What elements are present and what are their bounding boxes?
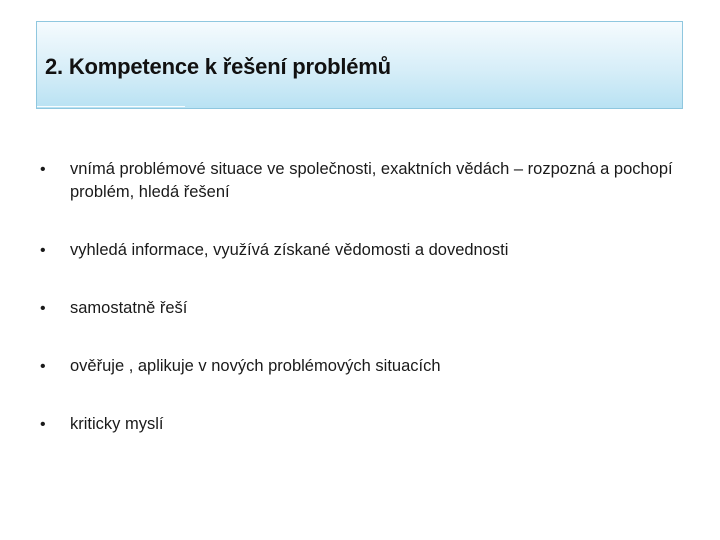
bullet-item — [36, 158, 676, 204]
bullet-dot-icon: • — [40, 242, 46, 259]
bullet-dot-icon: • — [40, 300, 46, 317]
bullet-text: kriticky myslí — [70, 415, 164, 433]
title-banner — [36, 21, 683, 109]
bullet-text: ověřuje , aplikuje v nových problémových situacích — [70, 357, 441, 375]
bullet-item — [36, 239, 676, 262]
bullet-text: samostatně řeší — [70, 299, 188, 317]
bullet-dot-icon: • — [40, 416, 46, 433]
title-underline — [37, 106, 185, 107]
bullet-text: vnímá problémové situace ve společnosti, exaktních vědách – rozpozná a pochopí problém, hledá řešení — [70, 160, 673, 201]
bullet-dot-icon: • — [40, 358, 46, 375]
bullet-list — [36, 158, 676, 436]
bullet-text: vyhledá informace, využívá získané vědomosti a dovednosti — [70, 241, 509, 259]
bullet-dot-icon: • — [40, 161, 46, 178]
bullet-item — [36, 413, 676, 436]
bullet-item — [36, 355, 676, 378]
bullet-item — [36, 297, 676, 320]
slide-title: 2. Kompetence k řešení problémů — [45, 54, 391, 79]
